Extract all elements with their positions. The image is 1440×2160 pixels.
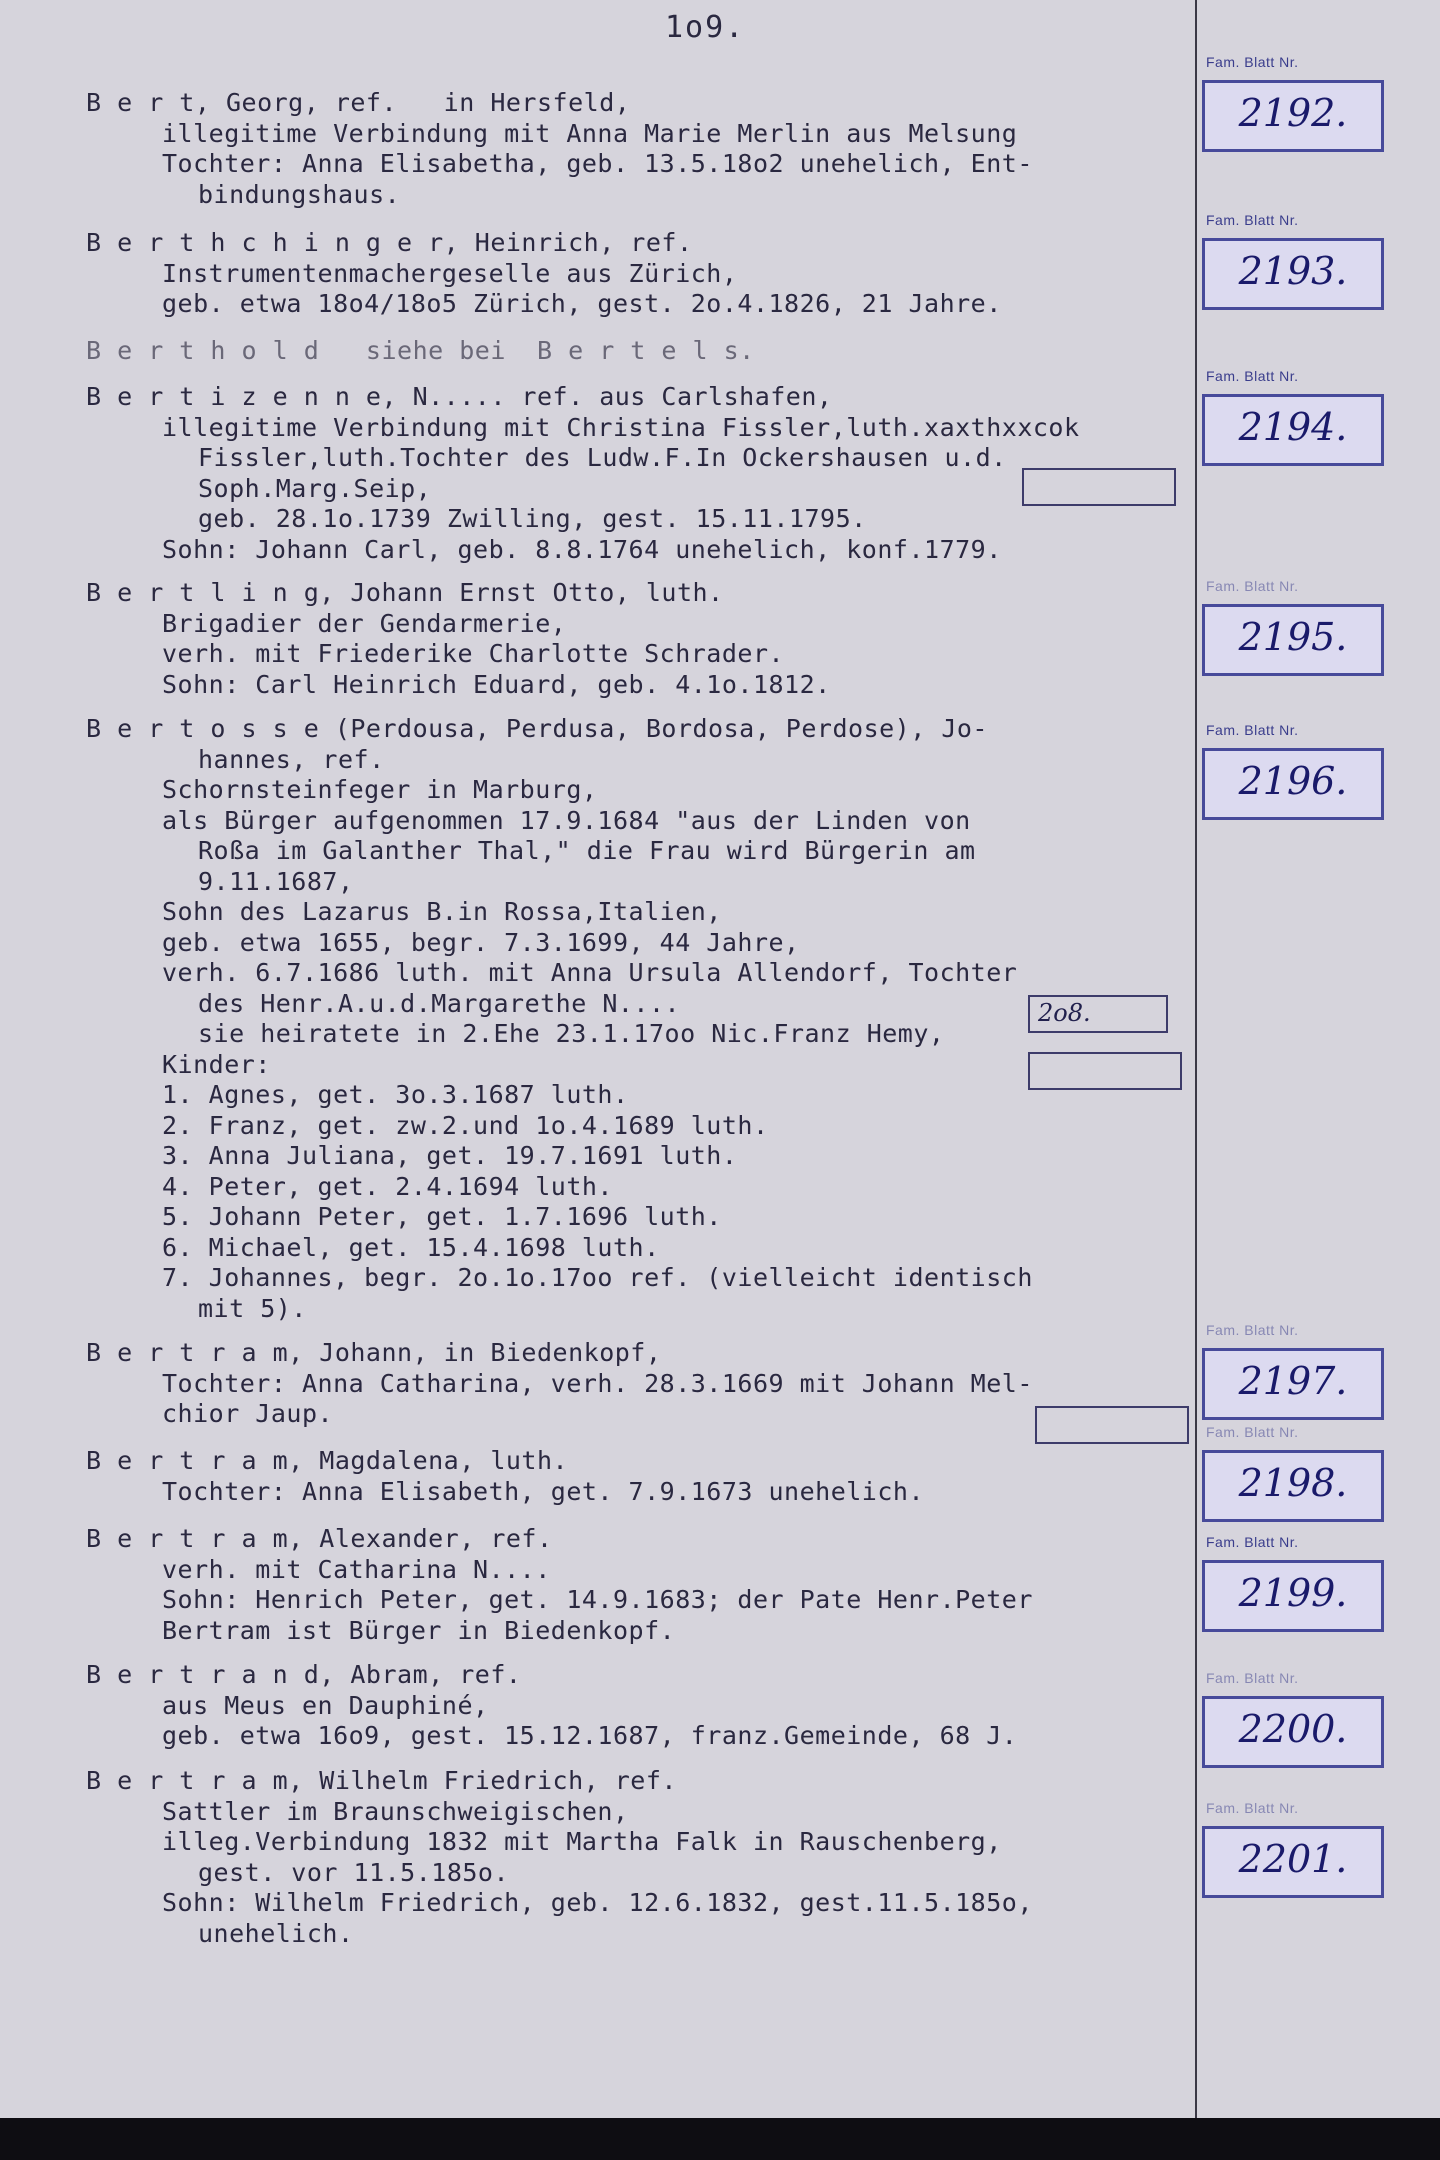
entry-line: geb. etwa 18o4/18o5 Zürich, gest. 2o.4.1826, 21 Jahre.	[162, 289, 1002, 318]
entry-line: Sohn: Wilhelm Friedrich, geb. 12.6.1832, gest.11.5.185o,	[162, 1888, 1033, 1917]
entry-line: Kinder:	[162, 1049, 271, 1079]
entry-heading: B e r t r a m, Wilhelm Friedrich, ref.	[86, 1766, 677, 1795]
entry-line: verh. mit Friederike Charlotte Schrader.	[162, 639, 785, 668]
entry-bert-georg	[86, 88, 1196, 210]
entry-line: geb. etwa 1655, begr. 7.3.1699, 44 Jahre,	[162, 927, 800, 957]
entry-heading: B e r t r a n d, Abram, ref.	[86, 1660, 522, 1689]
entry-line: chior Jaup.	[162, 1399, 334, 1428]
entry-bertram-alexander	[86, 1524, 1196, 1646]
entry-line: Sattler im Braunschweigischen,	[162, 1796, 629, 1826]
entry-berthchinger	[86, 228, 1196, 320]
fam-blatt-label: Fam. Blatt Nr.	[1206, 54, 1299, 70]
fam-blatt-number: 2198.	[1202, 1450, 1384, 1522]
entry-bertrand-abram	[86, 1660, 1196, 1752]
fam-blatt-number: 2194.	[1202, 394, 1384, 466]
fam-blatt-number: 2197.	[1202, 1348, 1384, 1420]
fam-blatt-label: Fam. Blatt Nr.	[1206, 578, 1299, 594]
entry-line: 3. Anna Juliana, get. 19.7.1691 luth.	[162, 1141, 738, 1170]
fam-blatt-number: 2200.	[1202, 1696, 1384, 1768]
entry-bertram-magdalena	[86, 1446, 1196, 1507]
page-number: 1o9.	[665, 10, 746, 45]
entry-berthold	[86, 336, 1196, 367]
entry-line: 1. Agnes, get. 3o.3.1687 luth.	[162, 1080, 629, 1109]
pencil-note-box	[1022, 468, 1176, 506]
entry-line: 9.11.1687,	[198, 866, 354, 896]
fam-blatt-label: Fam. Blatt Nr.	[1206, 368, 1299, 384]
entry-line: illeg.Verbindung 1832 mit Martha Falk in Rauschenberg,	[162, 1827, 1002, 1856]
pencil-note-box	[1035, 1406, 1189, 1444]
entry-line: bindungshaus.	[198, 179, 401, 209]
fam-blatt-number: 2192.	[1202, 80, 1384, 152]
entry-line: hannes, ref.	[198, 744, 385, 774]
entry-line: Sohn: Henrich Peter, get. 14.9.1683; der Pate Henr.Peter	[162, 1585, 1033, 1614]
entry-line: Tochter: Anna Catharina, verh. 28.3.1669 mit Johann Mel-	[162, 1368, 1033, 1398]
fam-blatt-label: Fam. Blatt Nr.	[1206, 1424, 1299, 1440]
fam-blatt-label: Fam. Blatt Nr.	[1206, 1800, 1299, 1816]
fam-blatt-label: Fam. Blatt Nr.	[1206, 1322, 1299, 1338]
entry-line: geb. 28.1o.1739 Zwilling, gest. 15.11.1795.	[198, 504, 867, 533]
entry-line: Sohn: Carl Heinrich Eduard, geb. 4.1o.1812.	[162, 669, 831, 699]
entry-heading: B e r t l i n g, Johann Ernst Otto, luth.	[86, 578, 724, 607]
fam-blatt-number: 2199.	[1202, 1560, 1384, 1632]
fam-blatt-label: Fam. Blatt Nr.	[1206, 722, 1299, 738]
fam-blatt-number: 2196.	[1202, 748, 1384, 820]
fam-blatt-number: 2195.	[1202, 604, 1384, 676]
scan-edge	[0, 2118, 1440, 2160]
entry-heading: B e r t r a m, Johann, in Biedenkopf,	[86, 1338, 662, 1367]
entry-line: aus Meus en Dauphiné,	[162, 1690, 489, 1720]
entry-line: als Bürger aufgenommen 17.9.1684 "aus der Linden von	[162, 805, 971, 835]
entry-heading: B e r t i z e n n e, N..... ref. aus Carlshafen,	[86, 382, 833, 411]
entry-heading: B e r t h o l d siehe bei B e r t e l s.	[86, 336, 755, 365]
fam-blatt-label: Fam. Blatt Nr.	[1206, 1670, 1299, 1686]
entry-line: Sohn des Lazarus B.in Rossa,Italien,	[162, 897, 722, 926]
entry-line: 7. Johannes, begr. 2o.1o.17oo ref. (vielleicht identisch	[162, 1263, 1033, 1292]
entry-heading: B e r t o s s e (Perdousa, Perdusa, Bordosa, Perdose), Jo-	[86, 714, 988, 743]
entry-line: Bertram ist Bürger in Biedenkopf.	[162, 1615, 676, 1645]
entry-line: mit 5).	[198, 1293, 307, 1323]
entry-line: Brigadier der Gendarmerie,	[162, 608, 567, 638]
entry-line: Roßa im Galanther Thal," die Frau wird Bürgerin am	[198, 836, 976, 865]
fam-blatt-label: Fam. Blatt Nr.	[1206, 212, 1299, 228]
entry-line: Instrumentenmachergeselle aus Zürich,	[162, 258, 738, 288]
entry-line: Soph.Marg.Seip,	[198, 473, 432, 503]
entry-line: Schornsteinfeger in Marburg,	[162, 775, 598, 804]
fam-blatt-label: Fam. Blatt Nr.	[1206, 1534, 1299, 1550]
entry-line: illegitime Verbindung mit Anna Marie Merlin aus Melsung	[162, 118, 1018, 148]
entry-heading: B e r t r a m, Magdalena, luth.	[86, 1446, 569, 1475]
entry-line: illegitime Verbindung mit Christina Fissler,luth.xaxthxxcok	[162, 412, 1080, 442]
entry-line: verh. 6.7.1686 luth. mit Anna Ursula Allendorf, Tochter	[162, 958, 1018, 987]
pencil-note-box	[1028, 995, 1168, 1033]
entry-line: gest. vor 11.5.185o.	[198, 1857, 510, 1887]
pencil-note-208: 2o8.	[1038, 999, 1091, 1027]
entry-line: 5. Johann Peter, get. 1.7.1696 luth.	[162, 1202, 722, 1231]
entry-line: Sohn: Johann Carl, geb. 8.8.1764 unehelich, konf.1779.	[162, 534, 1002, 564]
pencil-note-box	[1028, 1052, 1182, 1090]
fam-blatt-number: 2201.	[1202, 1826, 1384, 1898]
fam-blatt-number: 2193.	[1202, 238, 1384, 310]
entry-bertram-johann	[86, 1338, 1196, 1430]
entry-bertram-wilhelm	[86, 1766, 1196, 1949]
entry-line: sie heiratete in 2.Ehe 23.1.17oo Nic.Franz Hemy,	[198, 1019, 945, 1048]
entry-line: unehelich.	[198, 1918, 354, 1948]
entry-line: Fissler,luth.Tochter des Ludw.F.In Ockershausen u.d.	[198, 443, 1007, 472]
entry-heading: B e r t h c h i n g e r, Heinrich, ref.	[86, 228, 693, 257]
entry-line: 4. Peter, get. 2.4.1694 luth.	[162, 1171, 613, 1201]
entry-line: 2. Franz, get. zw.2.und 1o.4.1689 luth.	[162, 1110, 769, 1140]
entry-line: Tochter: Anna Elisabeth, get. 7.9.1673 unehelich.	[162, 1476, 925, 1506]
entry-line: verh. mit Catharina N....	[162, 1554, 551, 1584]
entry-line: 6. Michael, get. 15.4.1698 luth.	[162, 1232, 660, 1262]
entry-heading: B e r t, Georg, ref. in Hersfeld,	[86, 88, 631, 117]
entry-bertling	[86, 578, 1196, 700]
entry-line: geb. etwa 16o9, gest. 15.12.1687, franz.Gemeinde, 68 J.	[162, 1721, 1018, 1750]
entry-heading: B e r t r a m, Alexander, ref.	[86, 1524, 553, 1553]
entry-line: des Henr.A.u.d.Margarethe N....	[198, 988, 681, 1018]
entry-line: Tochter: Anna Elisabetha, geb. 13.5.18o2 unehelich, Ent-	[162, 149, 1033, 178]
